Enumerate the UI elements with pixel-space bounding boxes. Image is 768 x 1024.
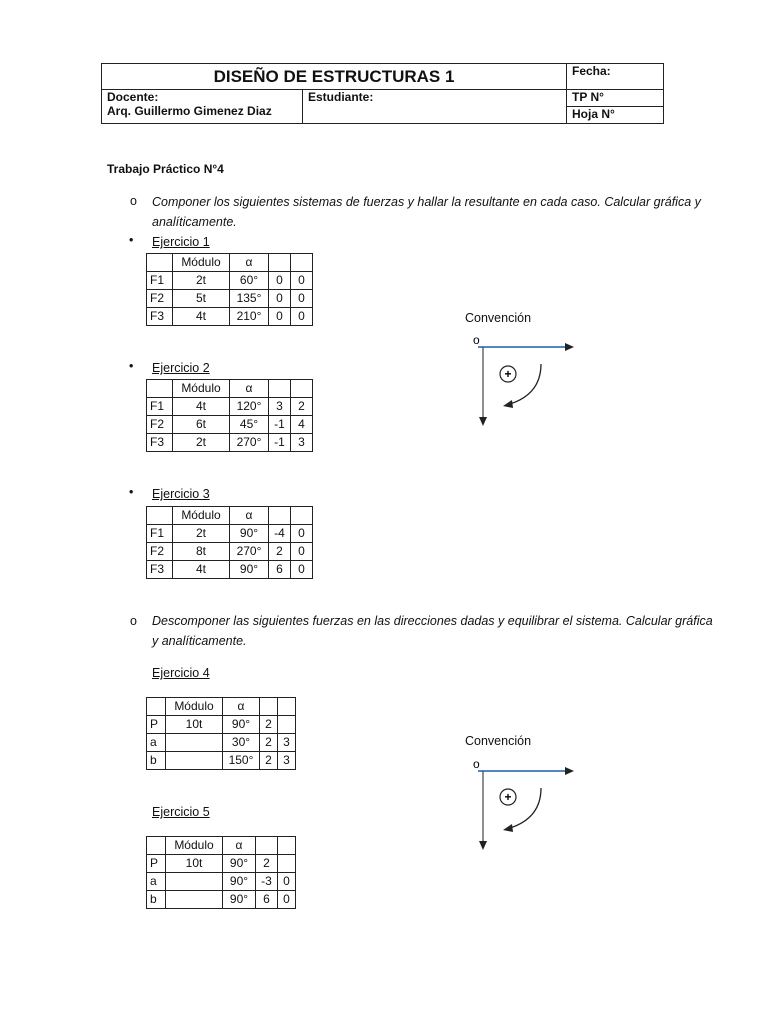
cell-x: 6 [256, 891, 278, 909]
x-axis-arrowhead [565, 767, 574, 775]
table-row [147, 873, 296, 891]
table-row [147, 434, 313, 452]
cell-x: 2 [260, 716, 278, 734]
table-row [147, 891, 296, 909]
ex5-title: Ejercicio 5 [152, 805, 210, 819]
cell-x: 2 [260, 752, 278, 770]
header-alpha: α [230, 380, 269, 398]
header-cell-empty [291, 380, 313, 398]
row-label: F3 [147, 561, 173, 579]
cell-y [278, 716, 296, 734]
table-row [147, 290, 313, 308]
document-title: DISEÑO DE ESTRUCTURAS 1 [102, 64, 567, 90]
cell-modulo: 4t [173, 561, 230, 579]
row-label: F2 [147, 416, 173, 434]
ex2-bullet: • [129, 359, 134, 373]
cell-y: 0 [278, 873, 296, 891]
header-cell-empty [278, 698, 296, 716]
cell-x: 0 [269, 308, 291, 326]
row-label: P [147, 716, 166, 734]
cell-modulo: 2t [173, 272, 230, 290]
y-axis-arrowhead [479, 417, 487, 426]
cell-x: 2 [260, 734, 278, 752]
cell-modulo: 10t [166, 716, 223, 734]
table-header-row [147, 507, 313, 525]
ex2-table [146, 379, 313, 452]
row-label: F3 [147, 308, 173, 326]
cell-y: 0 [291, 290, 313, 308]
docente-label: Docente: [107, 90, 159, 104]
rotation-arrowhead [503, 400, 513, 408]
table-header-row [147, 380, 313, 398]
convention-label-1: Convención [465, 311, 532, 325]
cell-y: 3 [278, 734, 296, 752]
cell-angle: 90° [230, 561, 269, 579]
cell-x: -1 [269, 416, 291, 434]
tp-label: TP N° [567, 90, 664, 107]
cell-modulo: 4t [173, 398, 230, 416]
table-header-row [147, 698, 296, 716]
cell-y: 0 [278, 891, 296, 909]
cell-y: 0 [291, 308, 313, 326]
cell-modulo [166, 752, 223, 770]
header-cell-empty [269, 380, 291, 398]
x-axis-arrowhead [565, 343, 574, 351]
cell-modulo: 8t [173, 543, 230, 561]
positive-sign: + [504, 790, 512, 804]
ex1-title: Ejercicio 1 [152, 235, 210, 249]
table-row [147, 272, 313, 290]
table-row [147, 734, 296, 752]
cell-modulo: 10t [166, 855, 223, 873]
task2-marker: o [130, 614, 137, 628]
rotation-arrowhead [503, 824, 513, 832]
cell-y: 2 [291, 398, 313, 416]
cell-x: 0 [269, 272, 291, 290]
header-modulo: Módulo [166, 837, 223, 855]
task1-text-line2: analíticamente. [152, 215, 237, 229]
cell-angle: 150° [223, 752, 260, 770]
header-alpha: α [223, 698, 260, 716]
task2-text-line2: y analíticamente. [152, 634, 247, 648]
cell-y: 0 [291, 272, 313, 290]
row-label: a [147, 873, 166, 891]
cell-x: 2 [256, 855, 278, 873]
cell-y: 3 [278, 752, 296, 770]
origin-label: o [473, 757, 480, 771]
table-row [147, 398, 313, 416]
header-cell-empty [147, 698, 166, 716]
header-modulo: Módulo [166, 698, 223, 716]
cell-modulo: 5t [173, 290, 230, 308]
task2-text [152, 611, 742, 651]
estudiante-label: Estudiante: [303, 90, 567, 124]
cell-angle: 210° [230, 308, 269, 326]
task1-text [152, 192, 742, 232]
cell-modulo: 4t [173, 308, 230, 326]
cell-y: 0 [291, 561, 313, 579]
cell-modulo: 2t [173, 434, 230, 452]
table-row [147, 561, 313, 579]
table-row [147, 716, 296, 734]
header-modulo: Módulo [173, 254, 230, 272]
header-modulo: Módulo [173, 507, 230, 525]
docente-name: Arq. Guillermo Gimenez Diaz [107, 104, 272, 118]
table-row [147, 525, 313, 543]
ex4-table [146, 697, 296, 770]
header-cell-empty [278, 837, 296, 855]
cell-modulo: 6t [173, 416, 230, 434]
cell-x: -3 [256, 873, 278, 891]
ex3-title: Ejercicio 3 [152, 487, 210, 501]
row-label: b [147, 891, 166, 909]
row-label: a [147, 734, 166, 752]
cell-x: 2 [269, 543, 291, 561]
cell-x: -1 [269, 434, 291, 452]
header-cell-empty [147, 507, 173, 525]
header-alpha: α [223, 837, 256, 855]
table-header-row [147, 837, 296, 855]
convention-diagram-2 [470, 754, 580, 854]
cell-y: 4 [291, 416, 313, 434]
ex3-bullet: • [129, 485, 134, 499]
cell-y: 0 [291, 525, 313, 543]
cell-modulo [166, 891, 223, 909]
cell-angle: 30° [223, 734, 260, 752]
hoja-label: Hoja N° [567, 107, 664, 124]
header-cell-empty [147, 380, 173, 398]
row-label: F2 [147, 543, 173, 561]
cell-angle: 90° [223, 716, 260, 734]
header-cell-empty [291, 507, 313, 525]
header-cell-empty [147, 837, 166, 855]
cell-angle: 90° [223, 891, 256, 909]
cell-x: 0 [269, 290, 291, 308]
header-cell-empty [291, 254, 313, 272]
row-label: b [147, 752, 166, 770]
header-cell-empty [269, 507, 291, 525]
header-cell-empty [260, 698, 278, 716]
cell-angle: 90° [230, 525, 269, 543]
ex4-title: Ejercicio 4 [152, 666, 210, 680]
cell-y [278, 855, 296, 873]
cell-angle: 135° [230, 290, 269, 308]
positive-sign: + [504, 367, 512, 381]
header-cell-empty [147, 254, 173, 272]
row-label: P [147, 855, 166, 873]
origin-label: o [473, 333, 480, 347]
cell-modulo [166, 734, 223, 752]
task2-text-line1: Descomponer las siguientes fuerzas en las direcciones dadas y equilibrar el sistema. Calcular gráfica [152, 614, 713, 628]
header-table [101, 63, 664, 124]
table-row [147, 308, 313, 326]
table-row [147, 416, 313, 434]
ex1-bullet: • [129, 233, 134, 247]
row-label: F1 [147, 525, 173, 543]
cell-y: 3 [291, 434, 313, 452]
task1-marker: o [130, 194, 137, 208]
fecha-label: Fecha: [567, 64, 664, 90]
table-row [147, 752, 296, 770]
cell-y: 0 [291, 543, 313, 561]
table-row [147, 855, 296, 873]
header-alpha: α [230, 507, 269, 525]
rotation-arc [510, 788, 541, 828]
row-label: F1 [147, 398, 173, 416]
ex3-table [146, 506, 313, 579]
cell-modulo: 2t [173, 525, 230, 543]
task1-text-line1: Componer los siguientes sistemas de fuerzas y hallar la resultante en cada caso. Calcular gráfica y [152, 195, 701, 209]
convention-diagram-1 [470, 330, 580, 430]
cell-angle: 270° [230, 543, 269, 561]
ex5-table [146, 836, 296, 909]
cell-angle: 45° [230, 416, 269, 434]
cell-angle: 90° [223, 855, 256, 873]
header-cell-empty [256, 837, 278, 855]
header-alpha: α [230, 254, 269, 272]
cell-angle: 90° [223, 873, 256, 891]
cell-x: -4 [269, 525, 291, 543]
row-label: F2 [147, 290, 173, 308]
ex1-table [146, 253, 313, 326]
ex2-title: Ejercicio 2 [152, 361, 210, 375]
header-modulo: Módulo [173, 380, 230, 398]
convention-label-2: Convención [465, 734, 532, 748]
cell-x: 6 [269, 561, 291, 579]
header-cell-empty [269, 254, 291, 272]
cell-x: 3 [269, 398, 291, 416]
row-label: F1 [147, 272, 173, 290]
cell-angle: 270° [230, 434, 269, 452]
cell-modulo [166, 873, 223, 891]
table-header-row [147, 254, 313, 272]
cell-angle: 60° [230, 272, 269, 290]
cell-angle: 120° [230, 398, 269, 416]
docente-cell [102, 90, 303, 124]
section-title: Trabajo Práctico N°4 [107, 162, 224, 176]
table-row [147, 543, 313, 561]
row-label: F3 [147, 434, 173, 452]
y-axis-arrowhead [479, 841, 487, 850]
